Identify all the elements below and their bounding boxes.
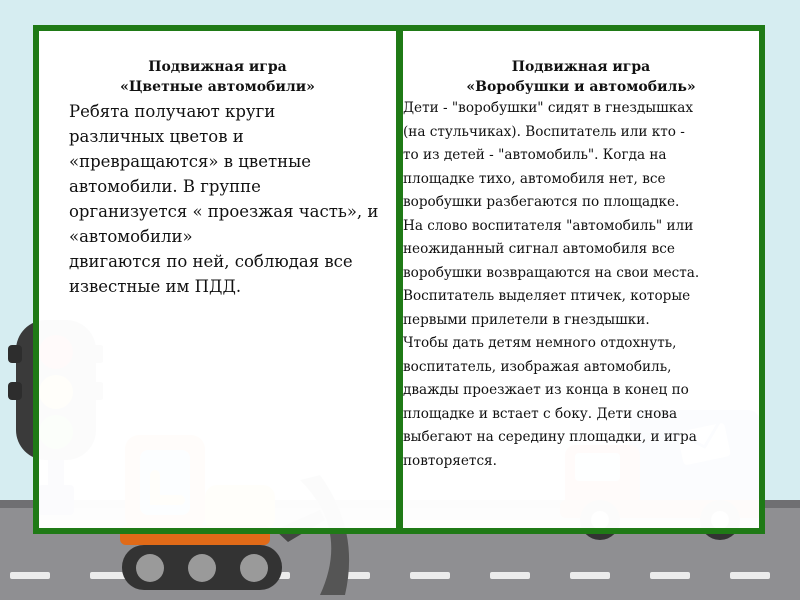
right-title-line1: Подвижная игра bbox=[511, 59, 651, 75]
road-dash bbox=[570, 572, 610, 579]
right-body-line: воробушки разбегаются по площадке. bbox=[403, 194, 680, 210]
right-body-line: первыми прилетели в гнездышки. bbox=[403, 311, 650, 328]
right-title-line2: «Воробушки и автомобиль» bbox=[466, 79, 696, 95]
right-body-line: повторяется. bbox=[403, 452, 497, 469]
right-body-line: Дети - "воробушки" сидят в гнездышках bbox=[403, 100, 694, 116]
road-dash bbox=[410, 572, 450, 579]
left-body-line: известные им ПДД. bbox=[69, 277, 242, 296]
left-body-line: организуется « проезжая часть», и bbox=[69, 202, 379, 221]
right-body-line: Воспитатель выделяет птичек, которые bbox=[403, 288, 691, 304]
right-body-line: то из детей - "автомобиль". Когда на bbox=[403, 147, 667, 163]
left-title-line2: «Цветные автомобили» bbox=[120, 79, 315, 95]
left-body-line: «превращаются» в цветные bbox=[69, 152, 311, 171]
right-body-line: Чтобы дать детям немного отдохнуть, bbox=[403, 335, 677, 351]
left-body-line: различных цветов и bbox=[69, 127, 244, 146]
right-body-line: дважды проезжает из конца в конец по bbox=[403, 382, 689, 398]
left-body-line: двигаются по ней, соблюдая все bbox=[69, 252, 353, 271]
left-body-line: «автомобили» bbox=[69, 227, 193, 246]
right-body-line: воспитатель, изображая автомобиль, bbox=[403, 358, 672, 375]
road-dash bbox=[490, 572, 530, 579]
road-dash bbox=[10, 572, 50, 579]
frame-divider bbox=[396, 25, 403, 534]
left-body-line: Ребята получают круги bbox=[69, 102, 276, 121]
right-body-line: (на стульчиках). Воспитатель или кто - bbox=[403, 123, 685, 140]
road-dash bbox=[730, 572, 770, 579]
right-body-line: воробушки возвращаются на свои места. bbox=[403, 264, 700, 281]
road-dash bbox=[650, 572, 690, 579]
right-body-line: площадке и встает с боку. Дети снова bbox=[403, 405, 678, 422]
right-body-line: площадке тихо, автомобиля нет, все bbox=[403, 170, 666, 187]
right-body-line: На слово воспитателя "автомобиль" или bbox=[403, 217, 694, 234]
left-title-line1: Подвижная игра bbox=[148, 59, 287, 75]
left-body-line: автомобили. В группе bbox=[69, 177, 261, 196]
right-body-line: выбегают на середину площадки, и игра bbox=[403, 429, 697, 445]
right-body-line: неожиданный сигнал автомобиля все bbox=[403, 241, 675, 257]
